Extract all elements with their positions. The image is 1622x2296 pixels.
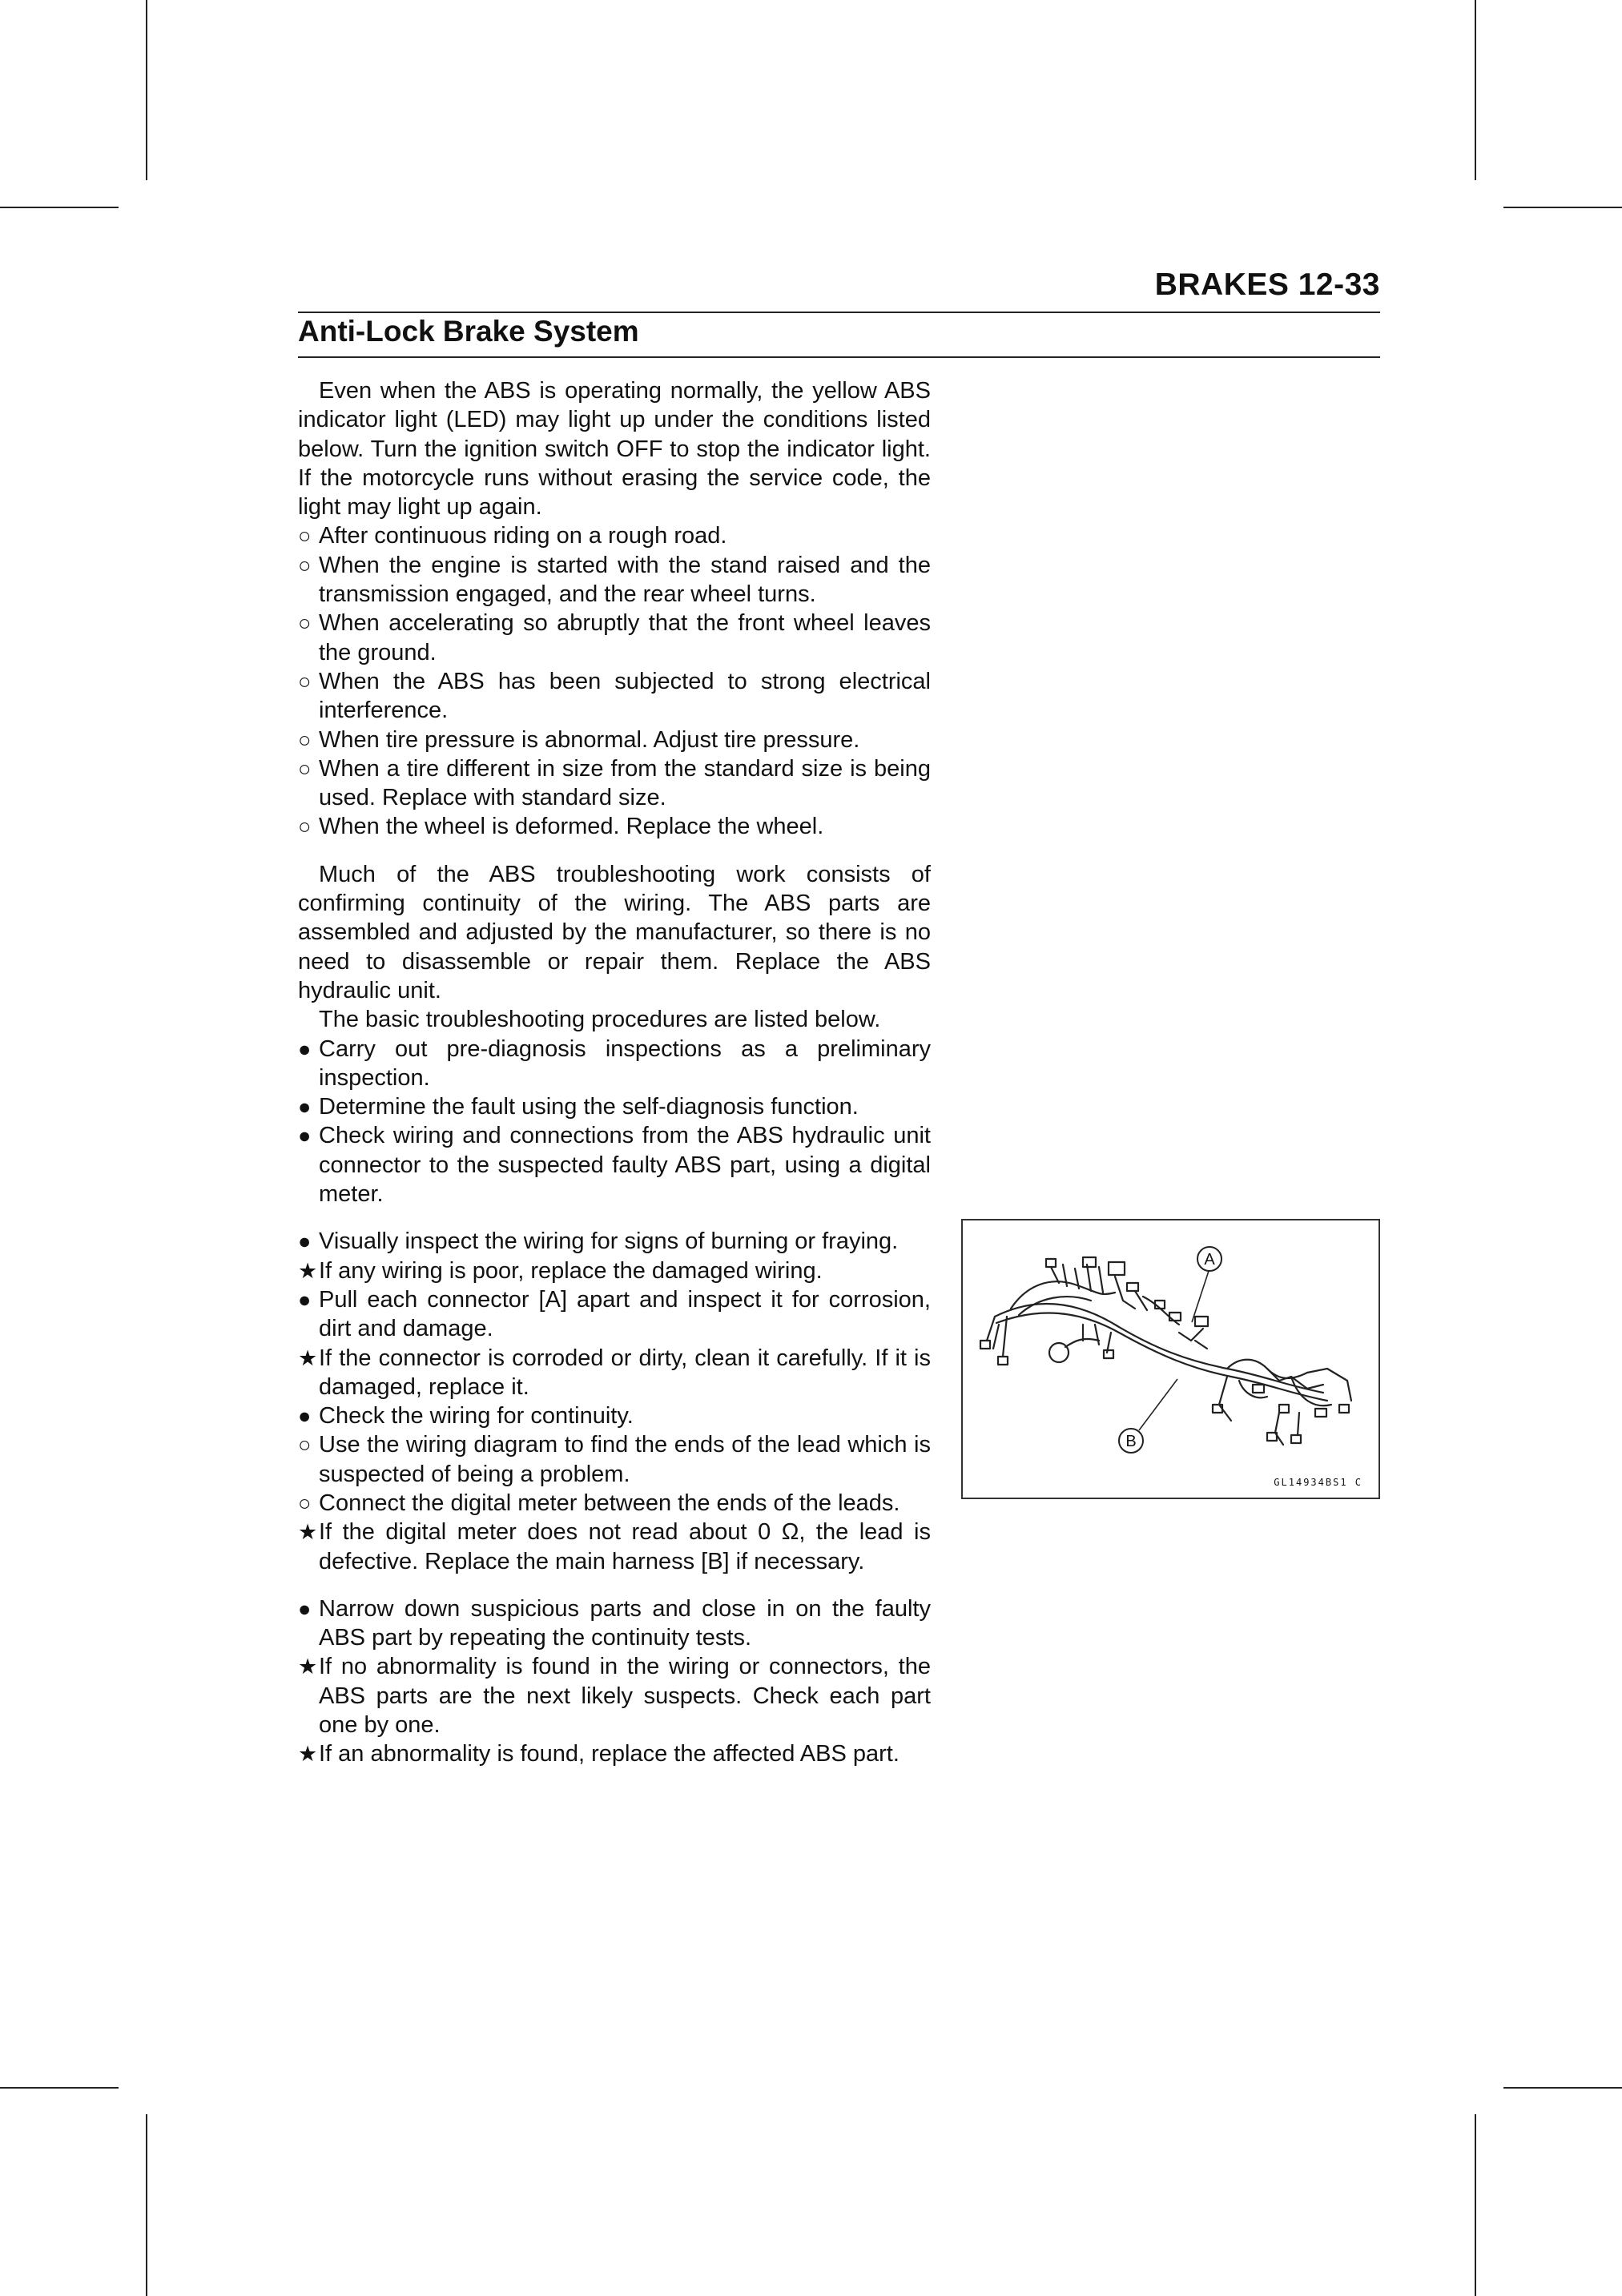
section-title: Anti-Lock Brake System [298, 315, 639, 348]
bullet-dot-icon: ● [298, 1404, 312, 1429]
list-item [298, 521, 931, 550]
section-rule [298, 356, 1380, 358]
list-item-text: If the connector is corroded or dirty, clean it carefully. If it is damaged, replace it. [319, 1345, 931, 1400]
callout-a [1197, 1247, 1222, 1271]
circle-outline-icon: ○ [298, 1433, 312, 1458]
list-item [298, 1344, 931, 1402]
list-item [298, 754, 931, 813]
list-item-text: If an abnormality is found, replace the affected ABS part. [319, 1741, 900, 1767]
paragraph: Even when the ABS is operating normally, the yellow ABS indicator light (LED) may light up under the conditions listed below. Turn the ignition switch OFF to stop the indicator light. If the motorcycle runs without erasing the service code, the light may light up again. [298, 378, 931, 521]
list-item [298, 609, 931, 667]
list-item-text: Carry out pre-diagnosis inspections as a preliminary inspection. [319, 1035, 931, 1091]
circle-outline-icon: ○ [298, 669, 312, 694]
paragraph-gap [298, 1576, 931, 1594]
crop-mark [0, 2087, 119, 2089]
crop-mark [146, 0, 147, 180]
figure-code: GL14934BS1 C [1274, 1477, 1362, 1488]
circle-outline-icon: ○ [298, 1490, 312, 1515]
star-icon: ★ [298, 1520, 318, 1545]
list-item-text: Pull each connector [A] apart and inspect it for corrosion, dirt and damage. [319, 1286, 931, 1342]
list-item [298, 1121, 931, 1208]
bullet-dot-icon: ● [298, 1596, 312, 1621]
circle-outline-icon: ○ [298, 611, 312, 636]
main-harness-illustration [963, 1220, 1382, 1501]
list-item-text: If the digital meter does not read about 0 Ω, the lead is defective. Replace the main harness [B] if necessary. [319, 1519, 931, 1574]
crop-mark [1475, 2114, 1476, 2296]
circle-outline-icon: ○ [298, 814, 312, 839]
list-item [298, 667, 931, 726]
list-item [298, 1285, 931, 1344]
list-item-text: When the engine is started with the stand raised and the transmission engaged, and the rear wheel turns. [319, 552, 931, 608]
bullet-dot-icon: ● [298, 1036, 312, 1061]
list-item-text: Narrow down suspicious parts and close in on the faulty ABS part by repeating the continuity tests. [319, 1595, 931, 1651]
list-item [298, 1257, 931, 1285]
list-item [298, 1430, 931, 1489]
list-item-text: Check the wiring for continuity. [319, 1403, 634, 1429]
list-item-text: When a tire different in size from the standard size is being used. Replace with standard size. [319, 755, 931, 811]
wiring-harness-figure [961, 1219, 1380, 1499]
list-item [298, 1092, 931, 1121]
list-item-text: When the ABS has been subjected to strong electrical interference. [319, 668, 931, 724]
list-item-text: Determine the fault using the self-diagnosis function. [319, 1094, 859, 1120]
list-item [298, 1518, 931, 1576]
crop-mark [1475, 0, 1476, 180]
body-text [298, 376, 931, 1769]
svg-text:A: A [1204, 1251, 1215, 1269]
bullet-dot-icon: ● [298, 1229, 312, 1254]
bullet-dot-icon: ● [298, 1124, 312, 1148]
list-item [298, 1035, 931, 1093]
list-item [298, 726, 931, 754]
paragraph-gap [298, 842, 931, 860]
list-item-text: After continuous riding on a rough road. [319, 523, 727, 549]
paragraph: Much of the ABS troubleshooting work consists of confirming continuity of the wiring. The ABS parts are assembled and adjusted by the manufacturer, so there is no need to disassemble or repair them. Replace the ABS hydraulic unit. [298, 861, 931, 1003]
circle-outline-icon: ○ [298, 524, 312, 549]
list-item [298, 1652, 931, 1739]
list-item-text: When tire pressure is abnormal. Adjust tire pressure. [319, 726, 860, 753]
list-item-text: If any wiring is poor, replace the damaged wiring. [319, 1257, 823, 1284]
list-item-text: When the wheel is deformed. Replace the wheel. [319, 814, 824, 840]
svg-text:B: B [1125, 1433, 1137, 1450]
crop-mark [146, 2114, 147, 2296]
list-item [298, 1227, 931, 1256]
list-item-text: Connect the digital meter between the ends of the leads. [319, 1490, 900, 1516]
list-item-text: Use the wiring diagram to find the ends of the lead which is suspected of being a problem. [319, 1432, 931, 1487]
list-item [298, 551, 931, 609]
crop-mark [1503, 2087, 1622, 2089]
circle-outline-icon: ○ [298, 727, 312, 752]
list-item [298, 1594, 931, 1653]
paragraph-gap [298, 1208, 931, 1227]
star-icon: ★ [298, 1345, 318, 1370]
list-item-text: When accelerating so abruptly that the front wheel leaves the ground. [319, 610, 931, 665]
list-item [298, 812, 931, 841]
star-icon: ★ [298, 1258, 318, 1283]
paragraph: The basic troubleshooting procedures are listed below. [319, 1007, 881, 1033]
list-item [298, 1489, 931, 1518]
bullet-dot-icon: ● [298, 1287, 312, 1312]
crop-mark [0, 207, 119, 208]
list-item-text: Check wiring and connections from the ABS hydraulic unit connector to the suspected faulty ABS part, using a digital meter. [319, 1123, 931, 1208]
list-item [298, 1401, 931, 1430]
page-header-title: BRAKES 12-33 [1154, 267, 1380, 302]
header-rule [298, 312, 1380, 313]
list-item-text: If no abnormality is found in the wiring or connectors, the ABS parts are the next likely suspects. Check each part one by one. [319, 1654, 931, 1739]
star-icon: ★ [298, 1655, 318, 1679]
list-item [298, 1739, 931, 1768]
crop-mark [1503, 207, 1622, 208]
circle-outline-icon: ○ [298, 553, 312, 577]
bullet-dot-icon: ● [298, 1095, 312, 1120]
circle-outline-icon: ○ [298, 756, 312, 781]
callout-b [1119, 1429, 1143, 1453]
list-item-text: Visually inspect the wiring for signs of burning or fraying. [319, 1228, 899, 1255]
star-icon: ★ [298, 1742, 318, 1767]
